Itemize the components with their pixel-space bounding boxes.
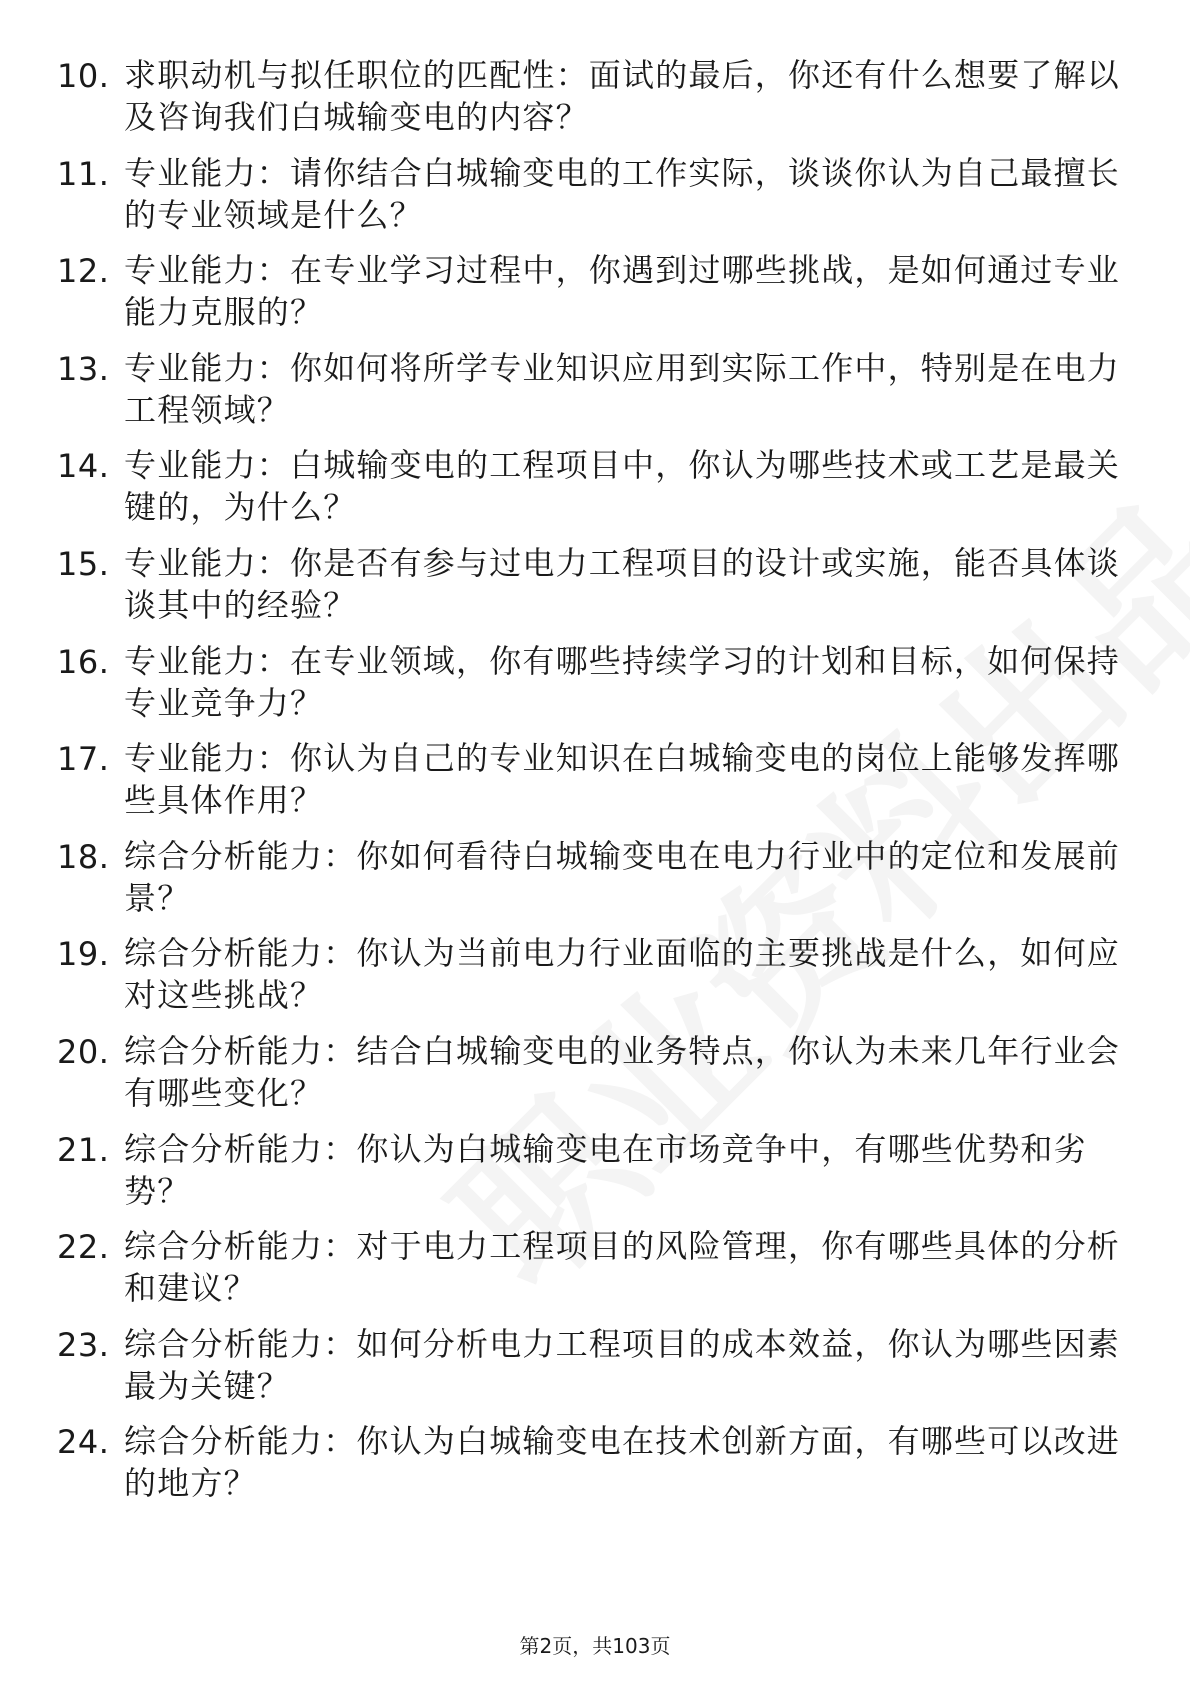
question-item-17: [57, 737, 1137, 835]
question-number: 24.: [57, 1423, 110, 1462]
question-text: 综合分析能力：对于电力工程项目的风险管理，你有哪些具体的分析和建议？: [124, 1227, 1121, 1308]
question-text: 专业能力：你认为自己的专业知识在白城输变电的岗位上能够发挥哪些具体作用？: [124, 739, 1121, 820]
question-text: 专业能力：在专业领域，你有哪些持续学习的计划和目标，如何保持专业竞争力？: [124, 641, 1121, 722]
question-number: 11.: [57, 154, 110, 193]
question-item-23: [57, 1323, 1137, 1421]
question-item-18: [57, 835, 1137, 933]
question-number: 17.: [57, 740, 110, 779]
question-item-22: [57, 1225, 1137, 1323]
question-text: 综合分析能力：如何分析电力工程项目的成本效益，你认为哪些因素最为关键？: [124, 1324, 1121, 1405]
page-footer: [0, 1634, 1190, 1658]
question-number: 13.: [57, 349, 110, 388]
question-number: 14.: [57, 447, 110, 486]
question-list: [57, 54, 1137, 1518]
question-text: 综合分析能力：你如何看待白城输变电在电力行业中的定位和发展前景？: [124, 836, 1121, 917]
question-number: 10.: [57, 57, 110, 95]
question-number: 19.: [57, 935, 110, 974]
question-text: 综合分析能力：你认为当前电力行业面临的主要挑战是什么，如何应对这些挑战？: [124, 934, 1121, 1015]
question-item-19: [57, 932, 1137, 1030]
question-text: 专业能力：请你结合白城输变电的工作实际，谈谈你认为自己最擅长的专业领域是什么？: [124, 153, 1121, 234]
question-item-24: [57, 1420, 1137, 1518]
question-text: 专业能力：你是否有参与过电力工程项目的设计或实施，能否具体谈谈其中的经验？: [124, 543, 1121, 624]
question-text: 专业能力：你如何将所学专业知识应用到实际工作中，特别是在电力工程领域？: [124, 348, 1121, 429]
question-number: 23.: [57, 1325, 110, 1364]
question-item-12: [57, 249, 1137, 347]
question-number: 16.: [57, 642, 110, 681]
question-item-13: [57, 347, 1137, 445]
question-item-10: [57, 54, 1137, 152]
page-number-label: 第2页，共103页: [519, 1634, 671, 1658]
question-item-14: [57, 444, 1137, 542]
question-number: 21.: [57, 1130, 110, 1169]
question-item-16: [57, 640, 1137, 738]
question-text: 求职动机与拟任职位的匹配性：面试的最后，你还有什么想要了解以及咨询我们白城输变电的内容？: [124, 56, 1121, 136]
question-number: 15.: [57, 544, 110, 583]
question-item-21: [57, 1128, 1137, 1226]
question-number: 12.: [57, 252, 110, 291]
question-text: 专业能力：白城输变电的工程项目中，你认为哪些技术或工艺是最关键的，为什么？: [124, 446, 1121, 527]
question-item-11: [57, 152, 1137, 250]
question-item-15: [57, 542, 1137, 640]
question-number: 20.: [57, 1032, 110, 1071]
question-number: 22.: [57, 1228, 110, 1267]
question-number: 18.: [57, 837, 110, 876]
question-item-20: [57, 1030, 1137, 1128]
question-text: 专业能力：在专业学习过程中，你遇到过哪些挑战，是如何通过专业能力克服的？: [124, 251, 1121, 332]
question-text: 综合分析能力：你认为白城输变电在技术创新方面，有哪些可以改进的地方？: [124, 1422, 1121, 1503]
question-text: 综合分析能力：结合白城输变电的业务特点，你认为未来几年行业会有哪些变化？: [124, 1031, 1121, 1112]
question-text: 综合分析能力：你认为白城输变电在市场竞争中，有哪些优势和劣势？: [124, 1129, 1087, 1210]
